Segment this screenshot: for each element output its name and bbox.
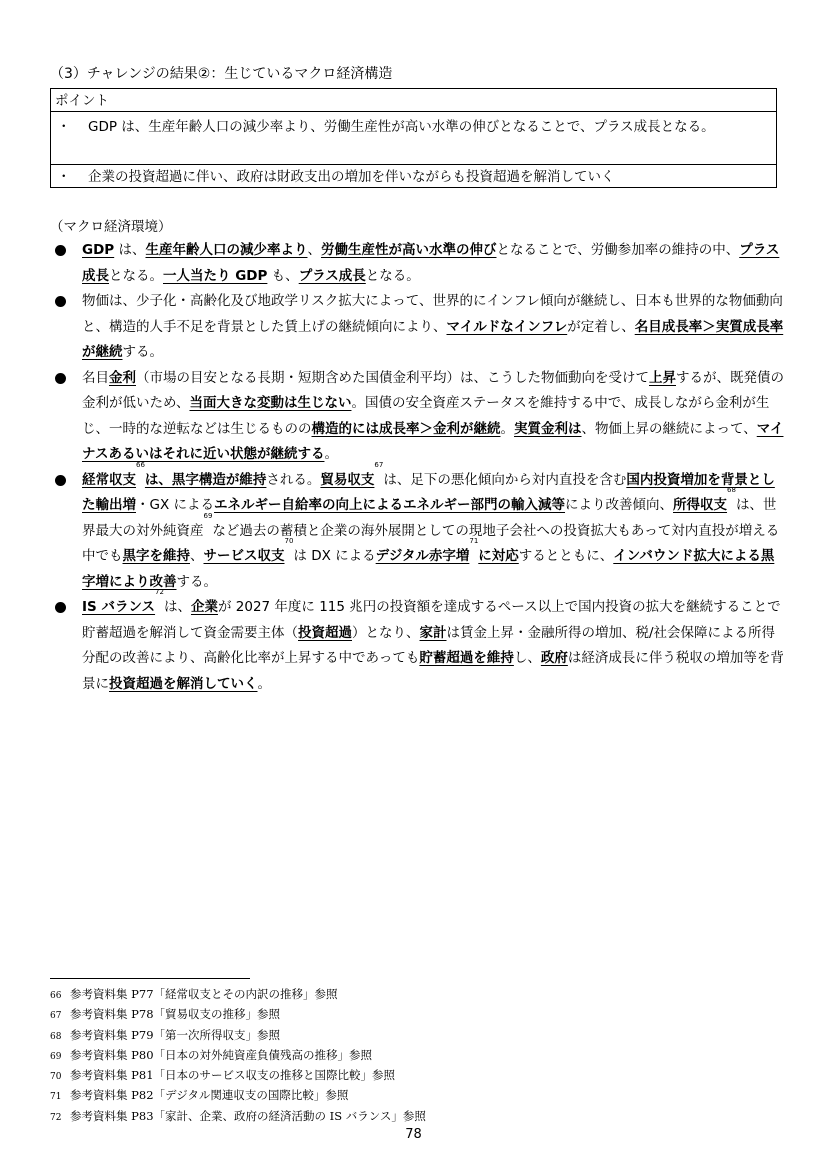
emphasized-text: マイナスあるいはそれに近い状態が継続する — [82, 420, 784, 462]
point-box-title: ポイント — [55, 93, 109, 109]
macro-bullet-list — [50, 238, 785, 697]
bullet-dot-icon — [55, 296, 66, 307]
bullet-text: するとともに、 — [518, 548, 614, 564]
emphasized-text: プラス成長 — [298, 267, 366, 284]
footnotes — [50, 985, 750, 1127]
footnote-number: 72 — [50, 1112, 62, 1123]
bullet-text: し、 — [513, 650, 541, 666]
bullet-text: 名目 — [82, 369, 109, 386]
emphasized-text: 当面大きな変動は生じない — [189, 395, 352, 411]
emphasized-text: GDP — [82, 242, 115, 258]
emphasized-text: 黒字を維持 — [122, 548, 190, 564]
emphasized-text: に対応 — [478, 548, 519, 564]
footnote-text: 参考資料集 P77「経常収支とその内訳の推移」参照 — [70, 987, 338, 1001]
footnote-number: 68 — [50, 1031, 62, 1042]
bullet-text: （市場の目安となる長期・短期含めた国債金利平均）は、こうした物価動向を受けて — [136, 369, 649, 386]
emphasized-text: マイルドなインフレ — [446, 318, 568, 335]
macro-bullet-prices — [50, 289, 785, 366]
bullet-text: により改善傾向、 — [565, 497, 674, 513]
footnote — [50, 1026, 750, 1046]
page-number: 78 — [405, 1127, 422, 1142]
bullet-text: 物価は、少子化・高齢化及び地政学リスク拡大によって、世界的にインフレ傾向が継続し、日本も世界的な物価動向と、構造的人手不足を背景とした賃上げの継続傾向により、 — [82, 293, 783, 335]
point-item-bullet: ・ — [57, 169, 71, 185]
footnote — [50, 1086, 750, 1106]
emphasized-text: 投資超過を解消していく — [109, 675, 258, 692]
footnote-number: 69 — [50, 1051, 62, 1062]
point-box-divider — [50, 111, 777, 112]
footnote-reference: 67 — [374, 460, 384, 469]
bullet-text: は、 — [163, 599, 191, 615]
bullet-text: 。国債の安全資産ステータスを維持する中で、成長しながら金利が生じ、一時的な逆転などは生じるものの — [82, 395, 770, 437]
emphasized-text: インバウンド拡大による黒字増により改善 — [82, 548, 775, 590]
point-item-text: 企業の投資超過に伴い、政府は財政支出の増加を伴いながらも投資超過を解消していく — [88, 169, 615, 185]
emphasized-text: 家計 — [419, 624, 447, 641]
emphasized-text: デジタル赤字増 — [375, 548, 470, 564]
emphasized-text: サービス収支 — [203, 548, 285, 564]
bullet-text: するが、既発債の金利が低いため、 — [82, 369, 784, 411]
emphasized-text: 企業 — [190, 599, 218, 615]
emphasized-text: IS バランス — [82, 599, 156, 615]
footnote-text: 参考資料集 P78「貿易収支の推移」参照 — [70, 1007, 281, 1022]
bullet-text: は、 — [114, 242, 146, 258]
point-item-bullet: ・ — [57, 119, 71, 135]
footnote-rule — [50, 978, 250, 979]
emphasized-text: 生産年齢人口の減少率より — [145, 242, 308, 258]
bullet-text: となる。 — [365, 267, 420, 284]
emphasized-text: 貯蓄超過を維持 — [419, 650, 514, 666]
bullet-text: は賃金上昇・金融所得の増加、税/社会保障による所得分配の改善により、高齢化比率が上昇する中であっても — [82, 624, 776, 666]
emphasized-text: は、黒字構造が維持 — [144, 471, 267, 488]
bullet-text: となることで、労働参加率の維持の中、 — [496, 242, 740, 258]
footnote-number: 66 — [50, 991, 62, 1001]
emphasized-text: 所得収支 — [673, 497, 728, 513]
footnote-number: 67 — [50, 1011, 62, 1022]
bullet-text: 。 — [500, 420, 514, 437]
bullet-text: する。 — [122, 344, 163, 360]
footnote-text: 参考資料集 P80「日本の対外純資産負債残高の推移」参照 — [70, 1047, 373, 1062]
bullet-text: など過去の蓄積と企業の海外展開としての現地子会社への投資拡大もあって対内直投が増える中でも — [82, 522, 780, 564]
footnote-number: 70 — [50, 1072, 62, 1083]
footnote-reference: 71 — [469, 537, 479, 545]
footnote-number: 71 — [50, 1092, 62, 1103]
footnote — [50, 1107, 750, 1127]
bullet-text: が定着し、 — [567, 318, 635, 335]
bullet-text: は DX によ — [293, 548, 363, 564]
bullet-text: 、 — [307, 242, 321, 258]
bullet-text: は、世界最大の対外純資産 — [82, 497, 777, 539]
macro-bullet-current-account — [50, 460, 785, 596]
emphasized-text: 名目成長率＞実質成長率が継続 — [82, 318, 784, 360]
emphasized-text: 経常収支 — [82, 471, 136, 488]
bullet-text: が 2027 年度に 115 兆円の投資額を達成するペース以上で国内投資の拡大を継続することで貯蓄超過を解消して資金需要主体（ — [82, 599, 781, 641]
macro-bullet-interest — [50, 366, 785, 468]
footnote-reference: 68 — [727, 486, 736, 494]
bullet-text: も、 — [267, 267, 299, 284]
bullet-text: ・GX による — [136, 497, 215, 513]
bullet-text: 、 — [190, 548, 204, 564]
footnote-reference: 70 — [284, 537, 294, 545]
footnote — [50, 985, 750, 1005]
emphasized-text: 上昇 — [649, 369, 676, 386]
macro-environment-heading: （マクロ経済環境） — [50, 219, 172, 235]
section-heading: （3）チャレンジの結果②：生じているマクロ経済構造 — [50, 66, 393, 82]
bullet-text: される。 — [266, 471, 321, 488]
footnote-reference: 69 — [203, 511, 213, 520]
emphasized-text: 貿易収支 — [320, 471, 375, 488]
emphasized-text: 政府 — [540, 650, 568, 666]
footnote — [50, 1005, 750, 1025]
footnote-reference: 66 — [136, 460, 145, 469]
bullet-text: 。 — [257, 675, 271, 692]
bullet-text: となる。 — [109, 267, 163, 284]
footnote — [50, 1066, 750, 1086]
emphasized-text: 投資超過 — [298, 624, 352, 641]
emphasized-text: 金利 — [109, 369, 136, 386]
emphasized-text: 国内投資増加を背景とした輸出増 — [82, 471, 775, 513]
bullet-dot-icon — [55, 245, 66, 256]
footnote-text: 参考資料集 P79「第一次所得収支」参照 — [70, 1027, 281, 1042]
emphasized-text: 実質金利は — [514, 420, 582, 437]
bullet-text: は、足下の悪化傾向から対内直投を含む — [383, 471, 627, 488]
point-item-text: GDP は、生産年齢人口の減少率より、労働生産性が高い水準の伸びとなることで、プラス成長となる。 — [88, 119, 715, 135]
bullet-text: ）となり、 — [352, 624, 420, 641]
macro-bullet-is-balance — [50, 588, 785, 697]
footnote-text: 参考資料集 P82「デジタル関連収支の国際比較」参照 — [70, 1088, 349, 1103]
emphasized-text: プラス成長 — [82, 242, 780, 284]
bullet-text: する。 — [176, 573, 217, 590]
emphasized-text: エネルギー自給率の向上によるエネルギー部門の輸入減等 — [214, 497, 566, 513]
footnote-text: 参考資料集 P83「家計、企業、政府の経済活動の IS バランス」参照 — [70, 1108, 426, 1123]
emphasized-text: 一人当たり GDP — [163, 267, 268, 284]
bullet-text: 、物価上昇の継続によって、 — [581, 420, 757, 437]
footnote-text: 参考資料集 P81「日本のサービス収支の推移と国際比較」参照 — [70, 1068, 396, 1083]
bullet-text: 。 — [324, 446, 338, 462]
emphasized-text: 構造的には成長率＞金利が継続 — [311, 420, 501, 437]
footnote — [50, 1046, 750, 1066]
emphasized-text: 労働生産性が高い水準の伸び — [320, 242, 497, 258]
bullet-dot-icon — [55, 475, 66, 486]
footnote-reference: 72 — [155, 588, 164, 596]
bullet-dot-icon — [55, 602, 66, 613]
bullet-dot-icon — [55, 373, 66, 384]
macro-bullet-gdp — [50, 238, 785, 289]
point-box-divider — [50, 164, 777, 165]
bullet-text: る — [362, 548, 376, 564]
bullet-text: は経済成長に伴う税収の増加等を背景に — [82, 650, 784, 692]
